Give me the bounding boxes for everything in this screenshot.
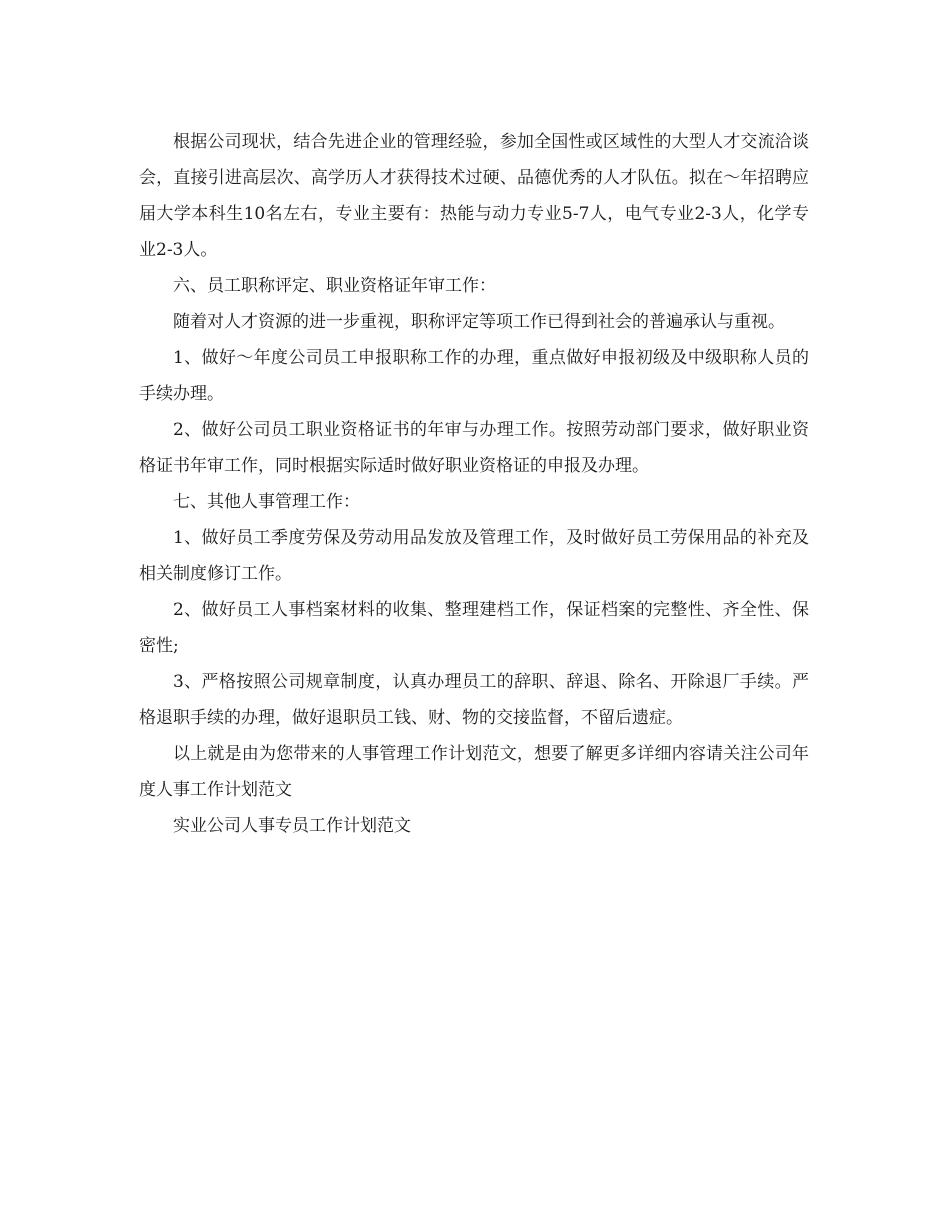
- paragraph-closing-note: 以上就是由为您带来的人事管理工作计划范文，想要了解更多详细内容请关注公司年度人事工作计划范文: [139, 744, 809, 800]
- related-article-link[interactable]: 实业公司人事专员工作计划范文: [173, 816, 411, 836]
- list-item-resignation-procedures: 3、严格按照公司规章制度，认真办理员工的辞职、辞退、除名、开除退厂手续。严格退职手续的办理，做好退职员工钱、财、物的交接监督，不留后遗症。: [139, 672, 809, 728]
- paragraph-title-evaluation: 随着对人才资源的进一步重视，职称评定等项工作已得到社会的普遍承认与重视。: [173, 312, 785, 332]
- heading-section-six: 六、员工职称评定、职业资格证年审工作：: [173, 276, 496, 296]
- list-item-certificate-review: 2、做好公司员工职业资格证书的年审与办理工作。按照劳动部门要求，做好职业资格证书年审工作，同时根据实际适时做好职业资格证的申报及办理。: [139, 420, 809, 476]
- document-body: [139, 124, 809, 844]
- heading-section-seven: 七、其他人事管理工作：: [173, 492, 360, 512]
- list-item-personnel-archives: 2、做好员工人事档案材料的收集、整理建档工作，保证档案的完整性、齐全性、保密性;: [139, 600, 809, 656]
- paragraph-recruitment-plan: 根据公司现状，结合先进企业的管理经验，参加全国性或区域性的大型人才交流洽谈会，直接引进高层次、高学历人才获得技术过硬、品德优秀的人才队伍。拟在～年招聘应届大学本科生10名左右，专业主要有：热能与动力专业5-7人，电气专业2-3人，化学专业2-3人。: [139, 132, 809, 260]
- list-item-title-application: 1、做好～年度公司员工申报职称工作的办理，重点做好申报初级及中级职称人员的手续办理。: [139, 348, 809, 404]
- list-item-labor-protection: 1、做好员工季度劳保及劳动用品发放及管理工作，及时做好员工劳保用品的补充及相关制度修订工作。: [139, 528, 809, 584]
